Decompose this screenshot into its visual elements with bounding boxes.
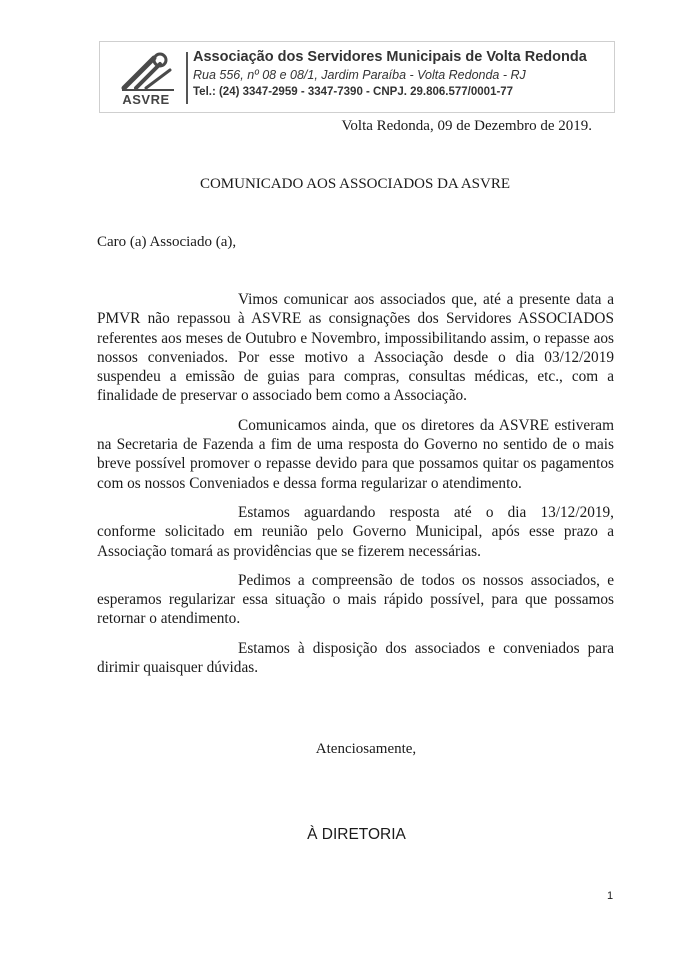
- asvre-logo: [114, 50, 182, 108]
- page-number: 1: [607, 890, 614, 902]
- paragraph: Pedimos a compreensão de todos os nossos associados, e esperamos regularizar essa situação o mais rápido possível, para que possamos retornar o atendimento.: [97, 571, 614, 628]
- organization-address: Rua 556, nº 08 e 08/1, Jardim Paraíba - Volta Redonda - RJ: [193, 68, 526, 82]
- letter-body: [97, 290, 614, 687]
- logo-text: ASVRE: [122, 92, 170, 107]
- organization-contact: Tel.: (24) 3347-2959 - 3347-7390 - CNPJ. 29.806.577/0001-77: [193, 86, 514, 98]
- date-line: Volta Redonda, 09 de Dezembro de 2019.: [341, 118, 592, 134]
- letterhead-text: [193, 48, 613, 100]
- letterhead: [99, 41, 615, 113]
- paragraph: Estamos à disposição dos associados e conveniados para dirimir quaisquer dúvidas.: [97, 639, 614, 677]
- organization-name: Associação dos Servidores Municipais de Volta Redonda: [193, 49, 587, 65]
- paragraph: Estamos aguardando resposta até o dia 13/12/2019, conforme solicitado em reunião pelo Governo Municipal, após esse prazo a Associação tomará as providências que se fizerem necessárias.: [97, 503, 614, 560]
- asvre-logo-icon: [120, 50, 176, 92]
- paragraph: Vimos comunicar aos associados que, até a presente data a PMVR não repassou à ASVRE as consignações dos Servidores ASSOCIADOS referentes aos meses de Outubro e Novembro, impossibilitando assim, o repasse aos nossos conveniados. Por esse motivo a Associação desde o dia 03/12/2019 suspendeu a emissão de guias para compras, consultas médicas, etc., com a finalidade de preservar o associado bem como a Associação.: [97, 291, 614, 405]
- closing: Atenciosamente,: [315, 741, 417, 757]
- letterhead-divider: [186, 52, 188, 104]
- document-subject: COMUNICADO AOS ASSOCIADOS DA ASVRE: [199, 176, 511, 192]
- signature: À DIRETORIA: [307, 826, 406, 843]
- paragraph: Comunicamos ainda, que os diretores da ASVRE estiveram na Secretaria de Fazenda a fim de uma resposta do Governo no sentido de o mais breve possível promover o repasse devido para que possamos quitar os pagamentos com os nossos Conveniados e dessa forma regularizar o atendimento.: [97, 416, 614, 492]
- greeting: Caro (a) Associado (a),: [97, 234, 237, 250]
